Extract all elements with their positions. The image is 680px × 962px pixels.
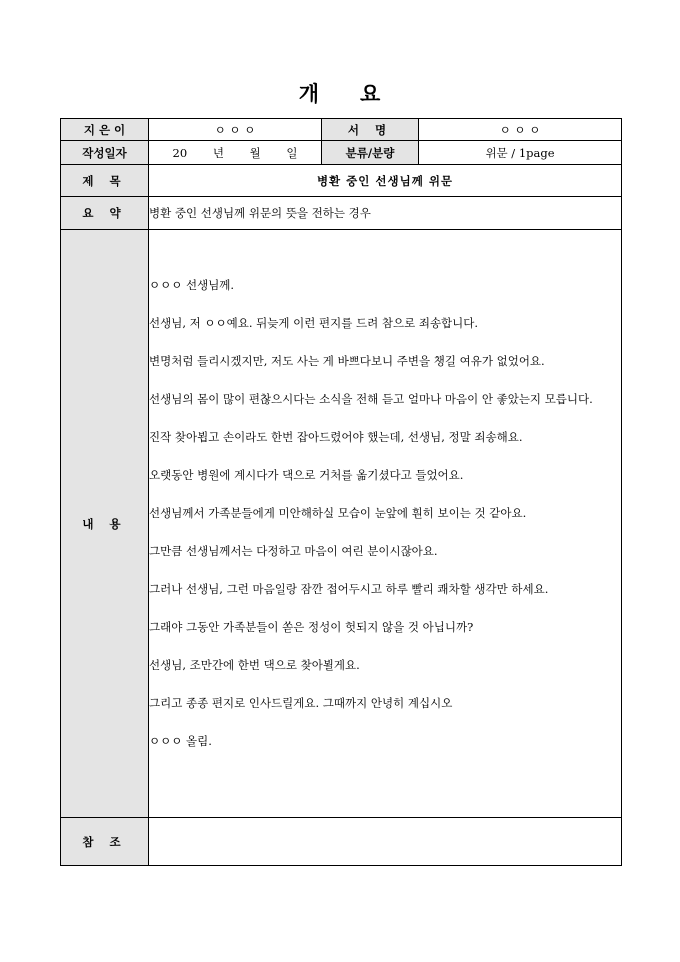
- content-paragraph: 선생님께서 가족분들에게 미안해하실 모습이 눈앞에 훤히 보이는 것 같아요.: [149, 505, 527, 520]
- summary-row: [61, 197, 622, 230]
- signature-value: ㅇ ㅇ ㅇ: [419, 119, 622, 141]
- subject-label: 제 목: [61, 165, 149, 197]
- date-row: [61, 141, 622, 165]
- summary-value: 병환 중인 선생님께 위문의 뜻을 전하는 경우: [149, 197, 622, 230]
- content-paragraph: ㅇㅇㅇ 올림.: [149, 733, 212, 748]
- category-value: 위문 / 1page: [419, 141, 622, 165]
- author-label: 지 은 이: [61, 119, 149, 141]
- content-paragraph: 선생님의 몸이 많이 편찮으시다는 소식을 전해 듣고 얼마나 마음이 안 좋았는지 모릅니다.: [149, 391, 593, 406]
- overview-form-table: [60, 118, 622, 866]
- date-label: 작성일자: [61, 141, 149, 165]
- reference-row: [61, 818, 622, 866]
- date-value: 20 년 월 일: [149, 141, 322, 165]
- subject-value: 병환 중인 선생님께 위문: [149, 165, 622, 197]
- subject-row: [61, 165, 622, 197]
- author-value: ㅇ ㅇ ㅇ: [149, 119, 322, 141]
- content-body: [149, 230, 622, 818]
- content-paragraph: 그만큼 선생님께서는 다정하고 마음이 여린 분이시잖아요.: [149, 543, 438, 558]
- reference-value: [149, 818, 622, 866]
- content-row: [61, 230, 622, 818]
- content-paragraph: 그러나 선생님, 그런 마음일랑 잠깐 접어두시고 하루 빨리 쾌차할 생각만 하세요.: [149, 581, 549, 596]
- content-paragraph: 선생님, 저 ㅇㅇ예요. 뒤늦게 이런 편지를 드려 참으로 죄송합니다.: [149, 315, 479, 330]
- page-title: [0, 78, 680, 108]
- content-paragraph: ㅇㅇㅇ 선생님께.: [149, 277, 235, 292]
- category-label: 분류/분량: [322, 141, 419, 165]
- signature-label: 서 명: [322, 119, 419, 141]
- page-title-part1: 개: [298, 81, 320, 106]
- summary-label: 요 약: [61, 197, 149, 230]
- content-paragraph: 그래야 그동안 가족분들이 쏟은 정성이 헛되지 않을 것 아닙니까?: [149, 619, 474, 634]
- content-paragraph: 변명처럼 들리시겠지만, 저도 사는 게 바쁘다보니 주변을 챙길 여유가 없었어요.: [149, 353, 545, 368]
- content-label: 내 용: [61, 230, 149, 818]
- content-paragraph: 오랫동안 병원에 계시다가 댁으로 거처를 옮기셨다고 들었어요.: [149, 467, 464, 482]
- author-row: [61, 119, 622, 141]
- content-paragraph: 선생님, 조만간에 한번 댁으로 찾아뵐게요.: [149, 657, 360, 672]
- reference-label: 참 조: [61, 818, 149, 866]
- content-paragraph: 진작 찾아뵙고 손이라도 한번 잡아드렸어야 했는데, 선생님, 정말 죄송해요.: [149, 429, 523, 444]
- content-paragraph: 그리고 종종 편지로 인사드릴게요. 그때까지 안녕히 계십시오: [149, 695, 453, 710]
- page-title-part2: 요: [360, 81, 382, 106]
